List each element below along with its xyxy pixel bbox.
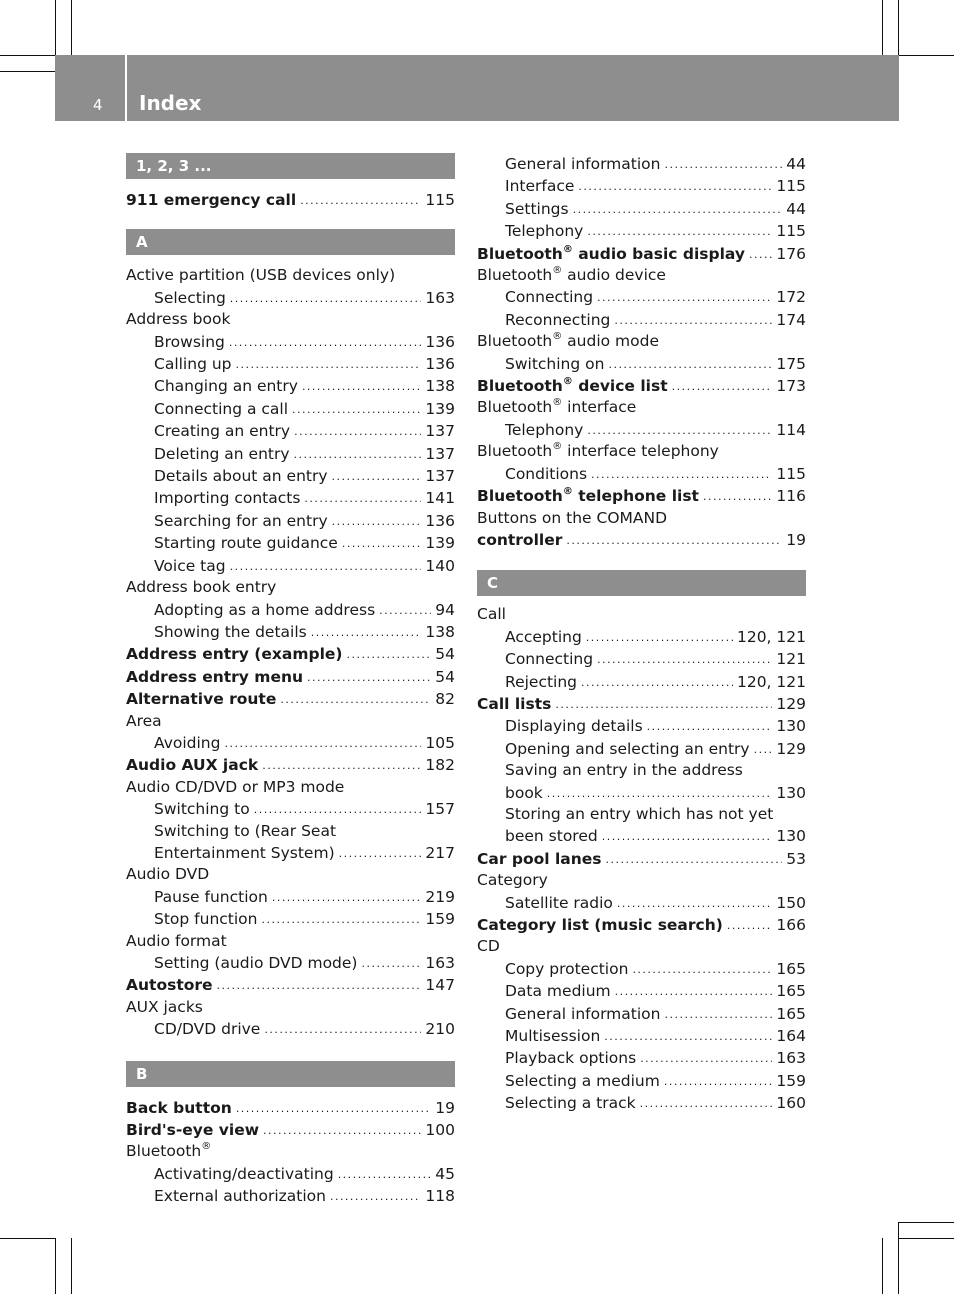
index-subentry: Creating an entry . . . 137 bbox=[126, 420, 455, 442]
index-subentry: Entertainment System) . . . 217 bbox=[126, 842, 455, 864]
index-subentry: Importing contacts . . . 141 bbox=[126, 487, 455, 509]
index-subentry: Activating/deactivating . . . 45 bbox=[126, 1163, 455, 1185]
crop-mark-bl-v2 bbox=[71, 1238, 72, 1294]
index-subentry: Starting route guidance . . . 139 bbox=[126, 532, 455, 554]
crop-mark-tr-v bbox=[882, 0, 883, 55]
header-divider bbox=[125, 55, 127, 121]
index-heading: Call bbox=[477, 605, 506, 624]
index-heading: CD bbox=[477, 937, 500, 956]
crop-mark-tr-v2 bbox=[898, 0, 899, 55]
registered-mark: ® bbox=[562, 376, 573, 388]
index-entry: controller . . . 19 bbox=[477, 529, 806, 551]
index-subentry: Switching to . . . 157 bbox=[126, 798, 455, 820]
crop-mark-br-h bbox=[899, 1222, 954, 1223]
index-heading: Bluetooth® audio mode bbox=[477, 331, 660, 351]
crop-mark-tr-h bbox=[899, 55, 954, 56]
crop-mark-bl-h bbox=[0, 1238, 55, 1239]
index-subentry: Switching on . . . 175 bbox=[477, 353, 806, 375]
index-heading: Address book bbox=[126, 310, 231, 329]
registered-mark: ® bbox=[562, 243, 573, 255]
index-heading: Bluetooth® bbox=[126, 1141, 212, 1161]
section-heading-a: A bbox=[126, 229, 455, 255]
index-heading: Bluetooth® interface telephony bbox=[477, 441, 719, 461]
index-subentry: Telephony . . . 114 bbox=[477, 419, 806, 441]
page-title: Index bbox=[139, 91, 202, 115]
index-subentry: Browsing . . . 136 bbox=[126, 331, 455, 353]
index-heading: Address book entry bbox=[126, 578, 277, 597]
page-number: 4 bbox=[93, 96, 103, 114]
index-subentry: Rejecting . . . 120, 121 bbox=[477, 671, 806, 693]
registered-mark: ® bbox=[552, 265, 563, 277]
index-column-right bbox=[477, 153, 806, 1115]
index-subentry: Interface . . . 115 bbox=[477, 175, 806, 197]
index-subentry: External authorization . . . 118 bbox=[126, 1185, 455, 1207]
index-entry: Bluetooth® audio basic display . . . 176 bbox=[477, 243, 806, 265]
crop-mark-br-v bbox=[882, 1238, 883, 1294]
index-subentry: Multisession . . . 164 bbox=[477, 1025, 806, 1047]
index-heading: Audio format bbox=[126, 931, 227, 950]
index-subentry: Displaying details . . . 130 bbox=[477, 715, 806, 737]
index-subentry: Setting (audio DVD mode) . . . 163 bbox=[126, 952, 455, 974]
index-heading: Category bbox=[477, 871, 548, 890]
index-subentry: book . . . 130 bbox=[477, 782, 806, 804]
registered-mark: ® bbox=[552, 441, 563, 453]
index-entry: Address entry menu . . . 54 bbox=[126, 666, 455, 688]
index-subentry-wrap: Storing an entry which has not yet bbox=[505, 804, 774, 823]
index-column-left bbox=[126, 153, 455, 1208]
index-entry: Alternative route . . . 82 bbox=[126, 688, 455, 710]
index-subentry: Searching for an entry . . . 136 bbox=[126, 510, 455, 532]
index-entry: Car pool lanes . . . 53 bbox=[477, 848, 806, 870]
index-subentry: Selecting . . . 163 bbox=[126, 287, 455, 309]
index-subentry: Connecting . . . 121 bbox=[477, 648, 806, 670]
index-entry: Call lists . . . 129 bbox=[477, 693, 806, 715]
index-subentry: Connecting a call . . . 139 bbox=[126, 398, 455, 420]
index-heading: Bluetooth® interface bbox=[477, 397, 637, 417]
index-subentry: Copy protection . . . 165 bbox=[477, 958, 806, 980]
crop-mark-tl-h2 bbox=[0, 71, 55, 72]
index-subentry: Accepting . . . 120, 121 bbox=[477, 626, 806, 648]
index-entry: Back button . . . 19 bbox=[126, 1097, 455, 1119]
index-subentry: CD/DVD drive . . . 210 bbox=[126, 1018, 455, 1040]
crop-mark-tl-v bbox=[55, 0, 56, 55]
index-subentry: Stop function . . . 159 bbox=[126, 908, 455, 930]
index-entry: 911 emergency call . . . 115 bbox=[126, 189, 455, 211]
index-subentry-wrap: Switching to (Rear Seat bbox=[154, 821, 337, 840]
index-entry: Autostore . . . 147 bbox=[126, 974, 455, 996]
index-subentry: Selecting a track . . . 160 bbox=[477, 1092, 806, 1114]
registered-mark: ® bbox=[201, 1141, 212, 1153]
index-heading: Buttons on the COMAND bbox=[477, 508, 668, 527]
crop-mark-br-h2 bbox=[899, 1238, 954, 1239]
index-subentry: Calling up . . . 136 bbox=[126, 353, 455, 375]
index-subentry: Satellite radio . . . 150 bbox=[477, 892, 806, 914]
registered-mark: ® bbox=[552, 397, 563, 409]
index-subentry: Voice tag . . . 140 bbox=[126, 555, 455, 577]
index-subentry: Details about an entry . . . 137 bbox=[126, 465, 455, 487]
index-entry: Address entry (example) . . . 54 bbox=[126, 643, 455, 665]
crop-mark-tl-v2 bbox=[71, 0, 72, 55]
index-subentry: Playback options . . . 163 bbox=[477, 1047, 806, 1069]
index-heading: Audio DVD bbox=[126, 865, 210, 884]
index-entry: Bird's-eye view . . . 100 bbox=[126, 1119, 455, 1141]
index-subentry: Telephony . . . 115 bbox=[477, 220, 806, 242]
index-subentry: Conditions . . . 115 bbox=[477, 463, 806, 485]
index-subentry: Adopting as a home address . . . 94 bbox=[126, 599, 455, 621]
index-heading: Audio CD/DVD or MP3 mode bbox=[126, 777, 345, 796]
index-subentry: Settings . . . 44 bbox=[477, 198, 806, 220]
section-heading-b: B bbox=[126, 1061, 455, 1087]
index-heading: Bluetooth® audio device bbox=[477, 265, 666, 285]
index-subentry: General information . . . 165 bbox=[477, 1003, 806, 1025]
index-subentry: Selecting a medium . . . 159 bbox=[477, 1070, 806, 1092]
index-subentry: Deleting an entry . . . 137 bbox=[126, 443, 455, 465]
registered-mark: ® bbox=[552, 331, 563, 343]
section-heading-123: 1, 2, 3 ... bbox=[126, 153, 455, 179]
index-entry: Bluetooth® telephone list . . . 116 bbox=[477, 485, 806, 507]
index-heading: Active partition (USB devices only) bbox=[126, 266, 396, 285]
page-header bbox=[55, 55, 899, 121]
index-subentry: Avoiding . . . 105 bbox=[126, 732, 455, 754]
section-heading-c: C bbox=[477, 570, 806, 596]
index-subentry: General information . . . 44 bbox=[477, 153, 806, 175]
index-subentry: Showing the details . . . 138 bbox=[126, 621, 455, 643]
index-subentry: Opening and selecting an entry . . . 129 bbox=[477, 738, 806, 760]
index-heading: Area bbox=[126, 711, 162, 730]
registered-mark: ® bbox=[562, 486, 573, 498]
index-heading: AUX jacks bbox=[126, 997, 203, 1016]
index-subentry: Changing an entry . . . 138 bbox=[126, 375, 455, 397]
index-subentry: Reconnecting . . . 174 bbox=[477, 309, 806, 331]
index-subentry: Pause function . . . 219 bbox=[126, 886, 455, 908]
crop-mark-br-v2 bbox=[898, 1222, 899, 1294]
index-entry: Audio AUX jack . . . 182 bbox=[126, 754, 455, 776]
index-entry: Bluetooth® device list . . . 173 bbox=[477, 375, 806, 397]
crop-mark-tl-h bbox=[0, 55, 55, 56]
crop-mark-bl-v bbox=[55, 1238, 56, 1294]
index-subentry-wrap: Saving an entry in the address bbox=[505, 761, 743, 780]
index-subentry: been stored . . . 130 bbox=[477, 825, 806, 847]
index-subentry: Data medium . . . 165 bbox=[477, 980, 806, 1002]
index-entry: Category list (music search) . . . 166 bbox=[477, 914, 806, 936]
index-subentry: Connecting . . . 172 bbox=[477, 286, 806, 308]
